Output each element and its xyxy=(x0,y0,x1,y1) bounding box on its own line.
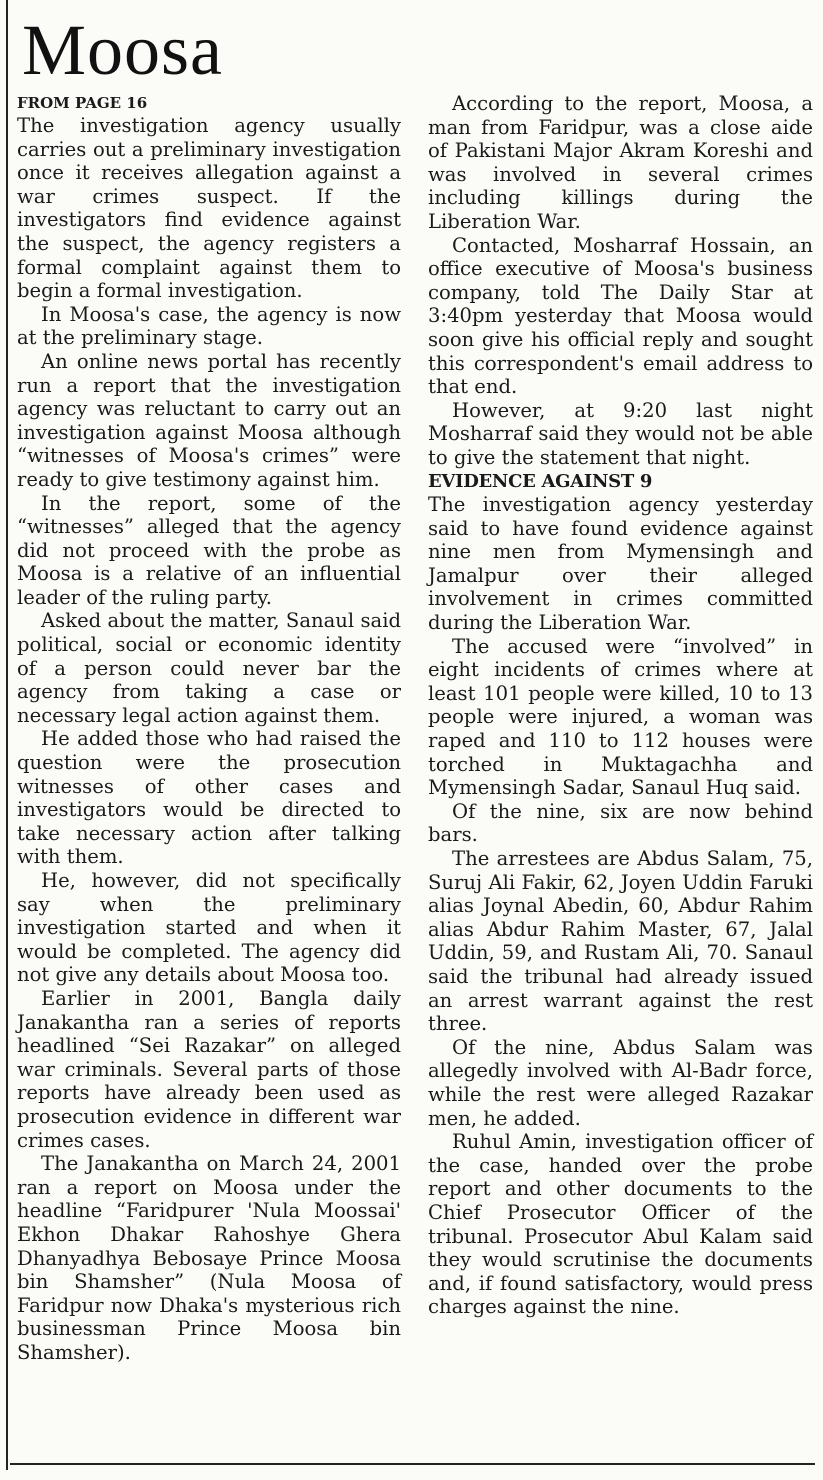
article-paragraph: The accused were “involved” in eight incidents of crimes where at least 101 people were killed, 10 to 13 people were injured, a woman was raped and 110 to 112 houses were torched in Muktagachha and Mymensingh Sadar, Sanaul Huq said. xyxy=(428,634,813,800)
article-paragraph: The investigation agency yesterday said to have found evidence against nine men from Mymensingh and Jamalpur over their alleged involvement in crimes committed during the Liberation War. xyxy=(428,493,813,635)
article-paragraph: The arrestees are Abdus Salam, 75, Suruj Ali Fakir, 62, Joyen Uddin Faruki alias Joynal Abedin, 60, Abdur Rahim alias Abdur Rahim Master, 67, Jalal Uddin, 59, and Rustam Ali, 70. Sanaul said the tribunal had already issued an arrest warrant against the rest three. xyxy=(428,847,813,1036)
article-paragraph: Contacted, Mosharraf Hossain, an office executive of Moosa's business company, told The Daily Star at 3:40pm yesterday that Moosa would soon give his official reply and sought this correspondent's email address to that end. xyxy=(428,233,813,399)
article-paragraph: Asked about the matter, Sanaul said political, social or economic identity of a person could never bar the agency from taking a case or necessary legal action against them. xyxy=(17,609,401,727)
article-paragraph: Of the nine, six are now behind bars. xyxy=(428,799,813,847)
article-column-right xyxy=(428,92,813,1319)
section-subhead: EVIDENCE AGAINST 9 xyxy=(428,470,653,492)
article-paragraph: Earlier in 2001, Bangla daily Janakantha ran a series of reports headlined “Sei Razakar” on alleged war criminals. Several parts of those reports have already been used as prosecution evidence in different war crimes cases. xyxy=(17,986,401,1152)
article-paragraph: The investigation agency usually carries out a preliminary investigation once it receives allegation against a war crimes suspect. If the investigators find evidence against the suspect, the agency registers a formal complaint against them to begin a formal investigation. xyxy=(17,114,401,303)
article-column-left xyxy=(17,92,401,1364)
left-column-rule xyxy=(6,0,8,1470)
jump-label: FROM PAGE 16 xyxy=(17,94,148,112)
article-paragraph: An online news portal has recently run a report that the investigation agency was reluctant to carry out an investigation against Moosa although “witnesses of Moosa's crimes” were ready to give testimony against him. xyxy=(17,349,401,491)
article-paragraph: He added those who had raised the question were the prosecution witnesses of other cases and investigators would be directed to take necessary action after talking with them. xyxy=(17,727,401,869)
article-paragraph: Of the nine, Abdus Salam was allegedly involved with Al-Badr force, while the rest were alleged Razakar men, he added. xyxy=(428,1035,813,1130)
article-paragraph: In Moosa's case, the agency is now at the preliminary stage. xyxy=(17,302,401,350)
article-paragraph: Ruhul Amin, investigation officer of the case, handed over the probe report and other documents to the Chief Prosecutor Officer of the tribunal. Prosecutor Abul Kalam said they would scrutinise the documents and, if found satisfactory, would press charges against the nine. xyxy=(428,1130,813,1319)
article-paragraph: The Janakantha on March 24, 2001 ran a report on Moosa under the headline “Faridpurer 'Nula Moossai' Ekhon Dhakar Rahoshye Ghera Dhanyadhya Bebosaye Prince Moosa bin Shamsher” (Nula Moosa of Faridpur now Dhaka's mysterious rich businessman Prince Moosa bin Shamsher). xyxy=(17,1152,401,1364)
headline: Moosa xyxy=(22,10,223,90)
bottom-rule xyxy=(10,1463,815,1465)
article-paragraph: In the report, some of the “witnesses” alleged that the agency did not proceed with the probe as Moosa is a relative of an influential leader of the ruling party. xyxy=(17,491,401,609)
article-paragraph: He, however, did not specifically say when the preliminary investigation started and when it would be completed. The agency did not give any details about Moosa too. xyxy=(17,869,401,987)
article-paragraph: According to the report, Moosa, a man from Faridpur, was a close aide of Pakistani Major Akram Koreshi and was involved in several crimes including killings during the Liberation War. xyxy=(428,92,813,233)
article-paragraph: However, at 9:20 last night Mosharraf said they would not be able to give the statement that night. xyxy=(428,398,813,469)
